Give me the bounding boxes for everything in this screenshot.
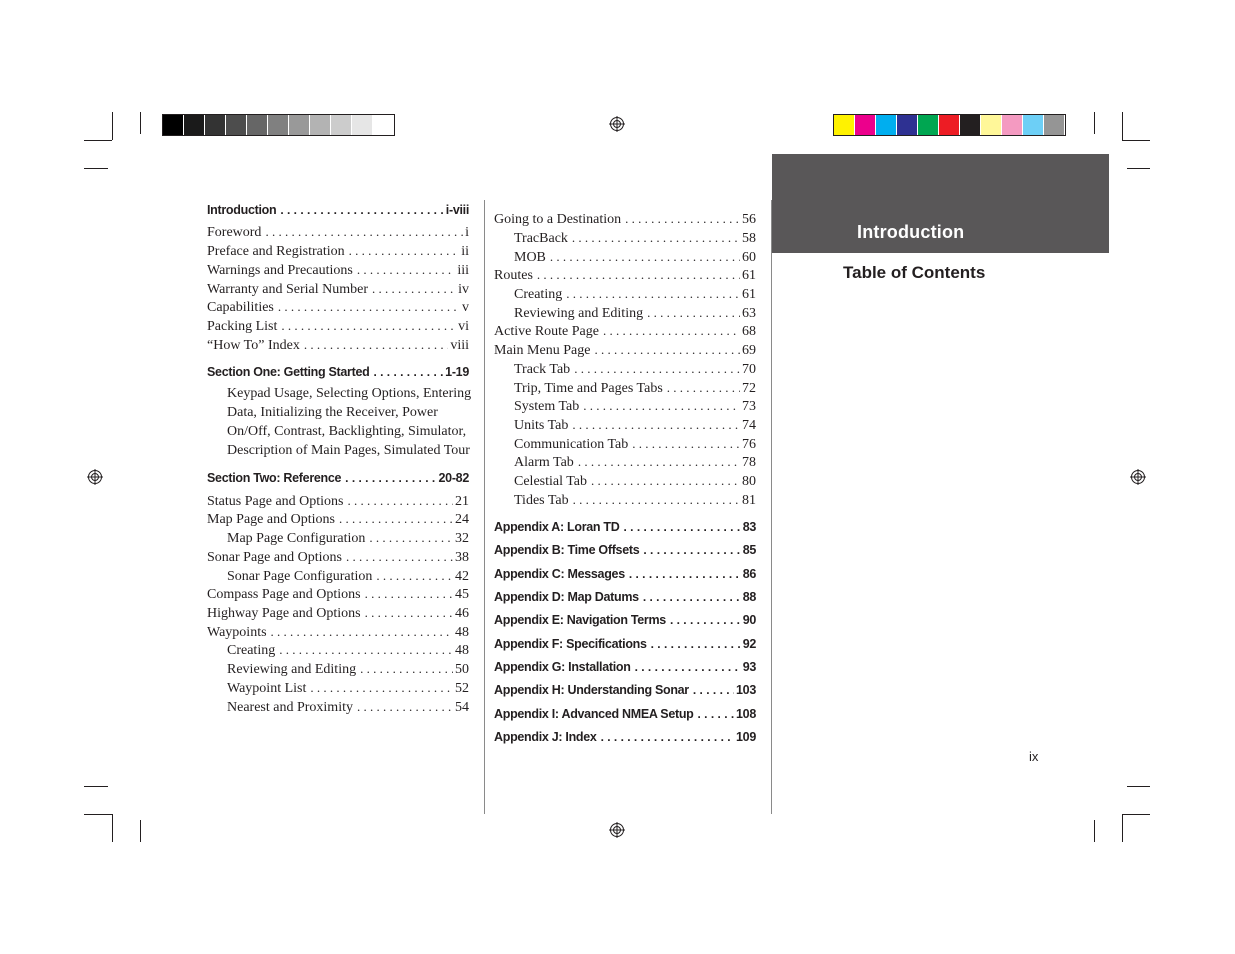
toc-entry [227, 698, 469, 716]
toc-entry-page: 76 [742, 437, 756, 452]
toc-entry-page: 92 [742, 637, 756, 651]
toc-heading-entry [207, 202, 469, 219]
toc-entry [207, 280, 469, 298]
toc-entry-page: iv [458, 282, 469, 297]
toc-entry-title: Routes [494, 268, 533, 283]
toc-entry [514, 397, 756, 415]
dot-leader [357, 261, 455, 278]
toc-entry [514, 435, 756, 453]
toc-entry-page: 38 [455, 550, 469, 565]
toc-entry-page: 81 [742, 493, 756, 508]
toc-entry-page: 48 [455, 643, 469, 658]
toc-entry-page: 50 [455, 662, 469, 677]
toc-entry-page: 54 [455, 700, 469, 715]
dot-leader [583, 397, 740, 414]
toc-entry-page: i-viii [445, 203, 469, 217]
toc-entry-title: TracBack [514, 231, 568, 246]
toc-entry [514, 360, 756, 378]
registration-mark-icon [87, 469, 103, 485]
dot-leader [360, 660, 453, 677]
description-line: Keypad Usage, Selecting Options, Entering [227, 386, 472, 401]
toc-entry-title: Sonar Page Configuration [227, 569, 373, 584]
toc-entry-title: Appendix C: Messages [494, 567, 625, 581]
toc-entry-page: 72 [742, 381, 756, 396]
toc-entry-title: Waypoints [207, 625, 267, 640]
color-swatch [918, 115, 939, 135]
toc-entry [514, 248, 756, 266]
toc-entry-page: 61 [742, 287, 756, 302]
toc-entry-page: 32 [455, 531, 469, 546]
toc-entry-title: Status Page and Options [207, 494, 344, 509]
toc-entry-page: 90 [742, 613, 756, 627]
toc-entry-page: 1-19 [445, 365, 469, 379]
toc-entry [514, 416, 756, 434]
toc-column-left [207, 0, 472, 954]
dot-leader [572, 416, 740, 433]
dot-leader [572, 229, 740, 246]
toc-entry-title: Reviewing and Editing [227, 662, 357, 677]
toc-entry [207, 585, 469, 603]
dot-leader [693, 682, 734, 699]
dot-leader [280, 202, 443, 219]
dot-leader [372, 280, 456, 297]
toc-entry-title: Communication Tab [514, 437, 629, 452]
toc-entry-title: Foreword [207, 225, 262, 240]
toc-entry-title: Appendix H: Understanding Sonar [494, 683, 689, 697]
dot-leader [265, 223, 463, 240]
toc-entry-title: Reviewing and Editing [514, 306, 644, 321]
dot-leader [304, 336, 448, 353]
toc-entry-page: 70 [742, 362, 756, 377]
dot-leader [643, 589, 741, 606]
toc-entry [494, 210, 756, 228]
dot-leader [578, 453, 740, 470]
toc-entry [514, 285, 756, 303]
toc-entry-title: Going to a Destination [494, 212, 622, 227]
color-swatch [1002, 115, 1023, 135]
toc-entry-page: v [462, 300, 469, 315]
toc-entry [207, 317, 469, 335]
toc-entry [514, 491, 756, 509]
dot-leader [369, 529, 453, 546]
color-calibration-strip [833, 114, 1066, 136]
toc-entry-page: i [465, 225, 469, 240]
dot-leader [603, 322, 740, 339]
toc-entry [207, 492, 469, 510]
dot-leader [339, 510, 453, 527]
color-swatch [981, 115, 1002, 135]
dot-leader [573, 491, 740, 508]
toc-entry-title: Waypoint List [227, 681, 307, 696]
dot-leader [278, 298, 460, 315]
toc-entry-title: Creating [514, 287, 563, 302]
toc-entry [494, 266, 756, 284]
toc-entry-page: 74 [742, 418, 756, 433]
dot-leader [373, 364, 443, 381]
toc-entry-page: 85 [742, 543, 756, 557]
dot-leader [601, 729, 734, 746]
toc-entry [207, 242, 469, 260]
toc-entry-page: 48 [455, 625, 469, 640]
toc-heading-entry [494, 706, 756, 723]
color-swatch [876, 115, 897, 135]
dot-leader [623, 519, 740, 536]
dot-leader [365, 604, 453, 621]
toc-heading-entry [494, 612, 756, 629]
toc-entry [514, 379, 756, 397]
toc-entry-title: Introduction [207, 203, 277, 217]
toc-heading-entry [494, 589, 756, 606]
toc-heading-entry [494, 659, 756, 676]
toc-entry-page: viii [450, 338, 469, 353]
dot-leader [643, 542, 740, 559]
toc-entry-title: Appendix B: Time Offsets [494, 543, 640, 557]
toc-entry-page: 86 [742, 567, 756, 581]
toc-entry-title: MOB [514, 250, 546, 265]
toc-heading-entry [207, 470, 469, 487]
toc-heading-entry [494, 682, 756, 699]
dot-leader [670, 612, 741, 629]
dot-leader [271, 623, 453, 640]
toc-entry-title: Capabilities [207, 300, 274, 315]
toc-entry-title: Tides Tab [514, 493, 569, 508]
column-divider [484, 200, 485, 814]
toc-entry-page: 56 [742, 212, 756, 227]
toc-entry [494, 322, 756, 340]
toc-entry [207, 604, 469, 622]
color-swatch [163, 115, 184, 135]
toc-entry-title: Map Page Configuration [227, 531, 366, 546]
description-line: Data, Initializing the Receiver, Power [227, 405, 438, 420]
toc-entry [207, 336, 469, 354]
dot-leader [537, 266, 740, 283]
dot-leader [310, 679, 453, 696]
dot-leader [346, 548, 453, 565]
toc-entry-title: Packing List [207, 319, 278, 334]
toc-heading-entry [494, 566, 756, 583]
page-number: ix [1029, 749, 1039, 764]
toc-entry [227, 567, 469, 585]
toc-entry-page: 20-82 [438, 471, 469, 485]
toc-entry-title: Alarm Tab [514, 455, 574, 470]
dot-leader [635, 659, 741, 676]
toc-entry-page: 46 [455, 606, 469, 621]
dot-leader [349, 242, 460, 259]
toc-entry-title: Track Tab [514, 362, 571, 377]
dot-leader [345, 470, 436, 487]
toc-entry-page: 109 [736, 730, 756, 744]
toc-entry-page: 80 [742, 474, 756, 489]
color-swatch [1044, 115, 1065, 135]
toc-entry-page: 108 [736, 707, 756, 721]
color-swatch [1023, 115, 1044, 135]
description-line: Description of Main Pages, Simulated Tour [227, 443, 470, 458]
toc-entry-title: Appendix I: Advanced NMEA Setup [494, 707, 694, 721]
toc-column-middle [494, 0, 756, 954]
dot-leader [594, 341, 740, 358]
toc-entry-page: 83 [742, 520, 756, 534]
color-swatch [184, 115, 205, 135]
toc-entry-title: Active Route Page [494, 324, 599, 339]
toc-entry-title: Trip, Time and Pages Tabs [514, 381, 663, 396]
toc-heading-entry [494, 636, 756, 653]
toc-entry [227, 529, 469, 547]
color-swatch [855, 115, 876, 135]
toc-entry [514, 472, 756, 490]
toc-entry [207, 223, 469, 241]
toc-entry-title: Appendix F: Specifications [494, 637, 647, 651]
toc-entry [207, 548, 469, 566]
toc-heading-entry [494, 542, 756, 559]
toc-entry-title: Units Tab [514, 418, 569, 433]
dot-leader [574, 360, 740, 377]
toc-entry-title: Section One: Getting Started [207, 365, 370, 379]
toc-entry [514, 304, 756, 322]
color-swatch [897, 115, 918, 135]
toc-entry-title: Section Two: Reference [207, 471, 342, 485]
registration-mark-icon [1130, 469, 1146, 485]
dot-leader [281, 317, 456, 334]
page-title: Table of Contents [843, 263, 986, 282]
dot-leader [625, 210, 740, 227]
toc-entry-title: Warnings and Precautions [207, 263, 353, 278]
dot-leader [279, 641, 453, 658]
toc-entry-page: 21 [455, 494, 469, 509]
color-swatch [834, 115, 855, 135]
dot-leader [376, 567, 453, 584]
dot-leader [357, 698, 453, 715]
toc-entry-title: System Tab [514, 399, 580, 414]
toc-entry-page: 69 [742, 343, 756, 358]
toc-entry [514, 453, 756, 471]
description-line: On/Off, Contrast, Backlighting, Simulator, [227, 424, 467, 439]
toc-entry-title: Nearest and Proximity [227, 700, 353, 715]
toc-entry-title: Celestial Tab [514, 474, 588, 489]
toc-entry [227, 660, 469, 678]
toc-entry-title: Creating [227, 643, 276, 658]
color-swatch [960, 115, 981, 135]
toc-entry-page: ii [461, 244, 469, 259]
toc-entry-title: Appendix G: Installation [494, 660, 631, 674]
dot-leader [651, 636, 741, 653]
toc-entry-page: 58 [742, 231, 756, 246]
toc-entry-page: 93 [742, 660, 756, 674]
dot-leader [348, 492, 454, 509]
dot-leader [591, 472, 740, 489]
toc-entry-page: 52 [455, 681, 469, 696]
toc-entry [514, 229, 756, 247]
toc-entry-title: Appendix E: Navigation Terms [494, 613, 666, 627]
toc-heading-entry [494, 519, 756, 536]
toc-entry [207, 623, 469, 641]
color-swatch [939, 115, 960, 135]
dot-leader [365, 585, 453, 602]
toc-entry-title: Sonar Page and Options [207, 550, 342, 565]
getting-started-description [227, 384, 471, 460]
dot-leader [667, 379, 740, 396]
section-title: Introduction [857, 222, 965, 242]
toc-entry [207, 298, 469, 316]
dot-leader [632, 435, 740, 452]
dot-leader [566, 285, 740, 302]
toc-entry-title: Preface and Registration [207, 244, 345, 259]
toc-entry-page: 42 [455, 569, 469, 584]
toc-entry-page: 88 [742, 590, 756, 604]
toc-entry-title: Appendix A: Loran TD [494, 520, 620, 534]
toc-entry-title: Highway Page and Options [207, 606, 361, 621]
dot-leader [550, 248, 740, 265]
toc-entry-title: Map Page and Options [207, 512, 335, 527]
toc-entry-page: 60 [742, 250, 756, 265]
toc-entry-title: “How To” Index [207, 338, 300, 353]
toc-entry-title: Compass Page and Options [207, 587, 361, 602]
toc-entry-title: Appendix D: Map Datums [494, 590, 639, 604]
toc-entry [207, 261, 469, 279]
toc-entry-page: 78 [742, 455, 756, 470]
toc-entry-page: 73 [742, 399, 756, 414]
toc-entry [207, 510, 469, 528]
toc-entry [227, 679, 469, 697]
dot-leader [698, 706, 735, 723]
toc-entry-page: vi [458, 319, 469, 334]
toc-entry [494, 341, 756, 359]
dot-leader [629, 566, 741, 583]
toc-entry-page: 68 [742, 324, 756, 339]
toc-entry-page: 61 [742, 268, 756, 283]
toc-heading-entry [494, 729, 756, 746]
toc-entry-page: 103 [736, 683, 756, 697]
toc-entry-title: Appendix J: Index [494, 730, 597, 744]
toc-entry-title: Main Menu Page [494, 343, 591, 358]
column-divider [771, 200, 772, 814]
toc-entry-page: iii [457, 263, 469, 278]
toc-heading-entry [207, 364, 469, 381]
dot-leader [647, 304, 740, 321]
toc-entry-page: 63 [742, 306, 756, 321]
toc-entry-title: Warranty and Serial Number [207, 282, 368, 297]
toc-entry-page: 24 [455, 512, 469, 527]
toc-entry-page: 45 [455, 587, 469, 602]
toc-entry [227, 641, 469, 659]
